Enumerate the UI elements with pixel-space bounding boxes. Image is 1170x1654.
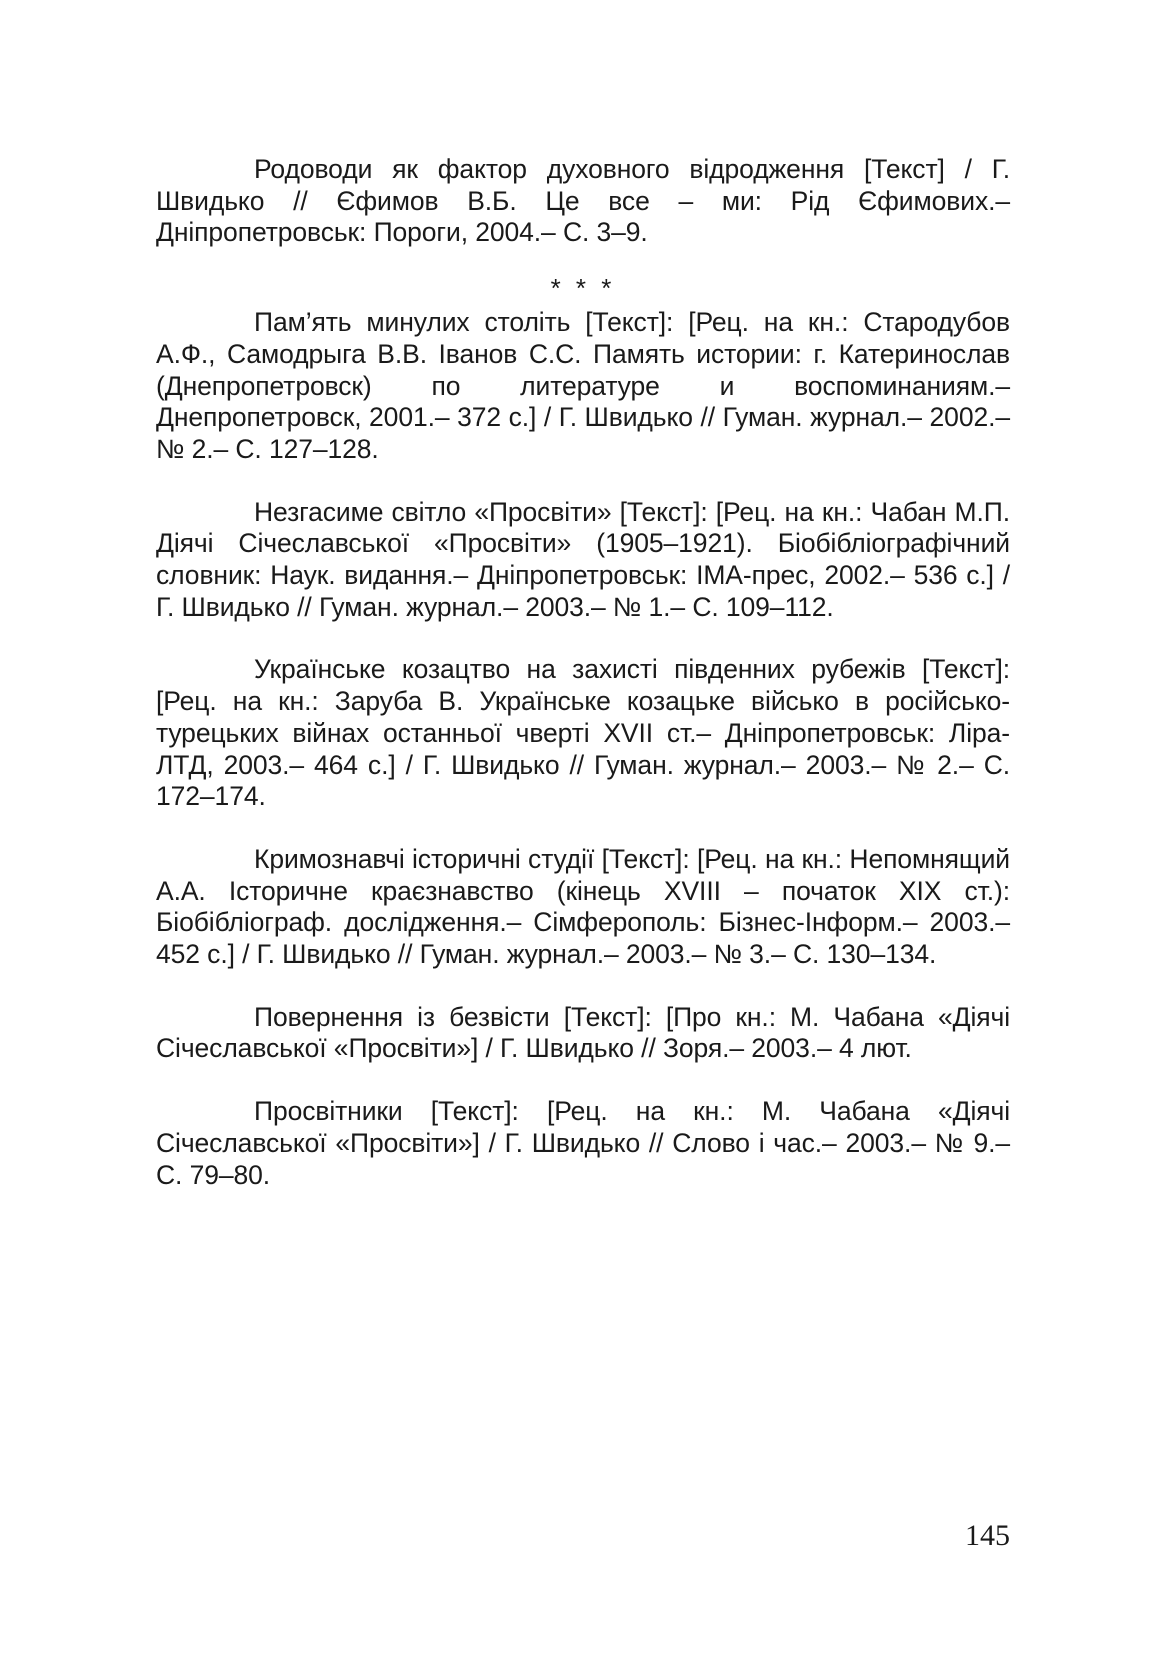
bibliography-entry-5: Кримознавчі історичні студії [Текст]: [Рец. на кн.: Непомнящий А.А. Історичне краєзнавство (кінець XVIII – початок XIX ст.): Біобібліограф. дослідження.– Сімферополь: Бізнес-Інформ.– 2003.– 452 с.] / Г. Швидько // Гуман. журнал.– 2003.– № 3.– С. 130–134. (156, 843, 1010, 970)
page-body (156, 154, 1010, 1191)
bibliography-entry-7: Просвітники [Текст]: [Рец. на кн.: М. Чабана «Діячі Січеславської «Просвіти»] / Г. Швидько // Слово і час.– 2003.– № 9.– С. 79–80. (156, 1096, 1010, 1190)
bibliography-entry-4: Українське козацтво на захисті південних рубежів [Текст]: [Рец. на кн.: Заруба В. Українське козацьке військо в російсько-турецьких війнах останньої чверті XVII ст.– Дніпропетровськ: Ліра-ЛТД, 2003.– 464 с.] / Г. Швидько // Гуман. журнал.– 2003.– № 2.– С. 172–174. (156, 654, 1010, 812)
bibliography-entry-6: Повернення із безвісти [Текст]: [Про кн.: М. Чабана «Діячі Січеславської «Просвіти»] / Г. Швидько // Зоря.– 2003.– 4 лют. (156, 1001, 1010, 1064)
bibliography-entry-2: Пам’ять минулих століть [Текст]: [Рец. на кн.: Стародубов А.Ф., Самодрыга В.В. Іванов С.С. Память истории: г. Катеринослав (Днепропетровск) по литературе и воспоминаниям.– Днепропетровск, 2001.– 372 с.] / Г. Швидько // Гуман. журнал.– 2002.– № 2.– С. 127–128. (156, 307, 1010, 464)
section-separator: * * * (550, 273, 616, 304)
page-number: 145 (965, 1519, 1010, 1552)
bibliography-entry-3: Незгасиме світло «Просвіти» [Текст]: [Рец. на кн.: Чабан М.П. Діячі Січеславської «Просвіти» (1905–1921). Біобібліографічний словник: Наук. видання.– Дніпропетровськ: ІМА-прес, 2002.– 536 с.] / Г. Швидько // Гуман. журнал.– 2003.– № 1.– С. 109–112. (156, 496, 1010, 622)
bibliography-entry-1: Родоводи як фактор духовного відродження [Текст] / Г. Швидько // Єфимов В.Б. Це все – ми: Рід Єфимових.– Дніпропетровськ: Пороги, 2004.– С. 3–9. (156, 154, 1010, 248)
